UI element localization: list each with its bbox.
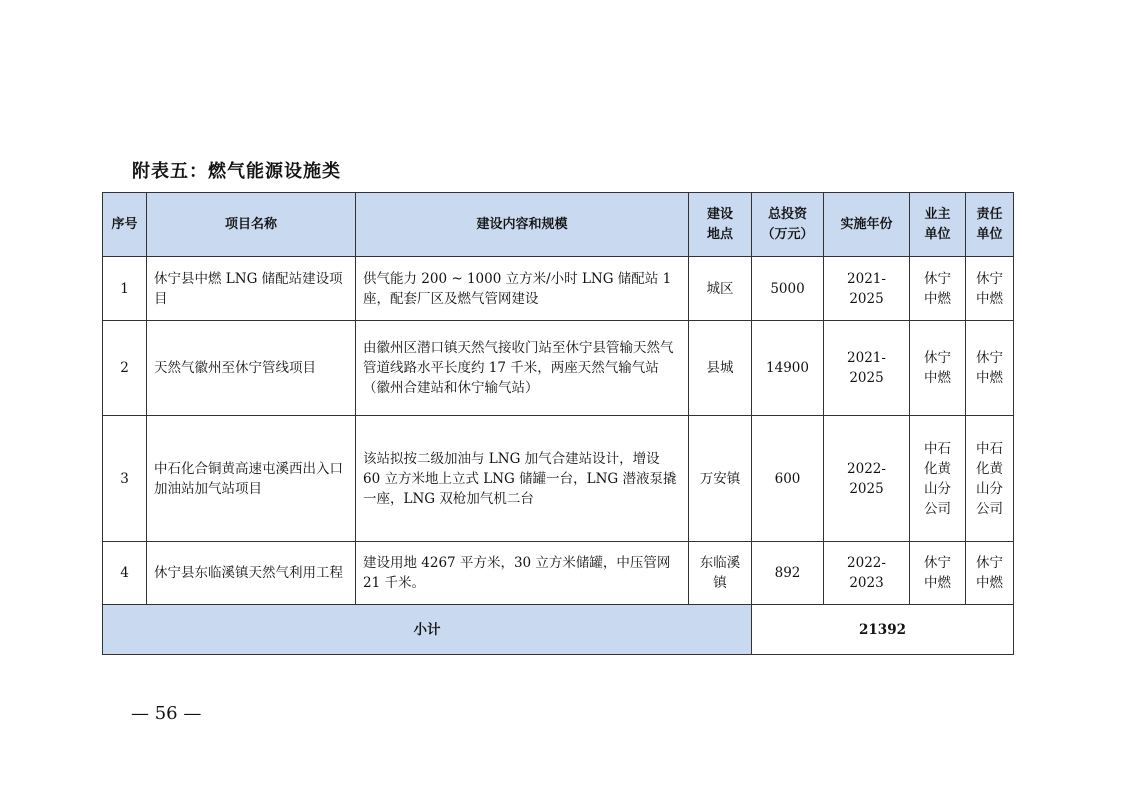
row-responsible-line: 化黄 (976, 460, 1003, 477)
row-owner-line: 休宁 (924, 270, 951, 287)
row-responsible-line: 休宁 (976, 270, 1003, 287)
header-location-line1: 建设 (706, 206, 733, 222)
row-responsible-line: 中石 (976, 440, 1003, 457)
row-content: 该站拟按二级加油与 LNG 加气合建站设计，增设 60 立方米地上立式 LNG 储罐一台，LNG 潜液泵撬一座，LNG 双枪加气机二台 (356, 416, 689, 542)
row-responsible (966, 542, 1014, 605)
row-years: 2022-2023 (824, 542, 910, 605)
row-responsible-line: 中燃 (976, 290, 1003, 307)
row-responsible (966, 257, 1014, 321)
row-responsible (966, 321, 1014, 416)
header-investment-line2: （万元） (761, 226, 814, 242)
page-title: 附表五：燃气能源设施类 (132, 161, 341, 182)
table-row (103, 321, 1014, 416)
row-name: 休宁县东临溪镇天然气利用工程 (147, 542, 356, 605)
row-location: 城区 (689, 257, 752, 321)
row-name: 休宁县中燃 LNG 储配站建设项目 (147, 257, 356, 321)
row-owner-line: 中燃 (924, 575, 951, 591)
row-responsible-line: 中燃 (976, 370, 1003, 386)
row-name: 中石化合铜黄高速屯溪西出入口加油站加气站项目 (147, 416, 356, 542)
row-owner-line: 山分 (924, 480, 951, 497)
row-no: 2 (103, 321, 147, 416)
project-table (102, 192, 1014, 655)
row-owner-line: 中燃 (924, 370, 951, 386)
header-location-line2: 地点 (706, 226, 733, 242)
subtotal-label: 小计 (103, 605, 752, 655)
row-responsible-line: 休宁 (976, 350, 1003, 366)
header-content: 建设内容和规模 (356, 193, 689, 257)
row-owner (910, 542, 966, 605)
header-row (103, 193, 1014, 257)
row-years: 2022-2025 (824, 416, 910, 542)
row-responsible-line: 中燃 (976, 575, 1003, 591)
row-investment: 5000 (752, 257, 824, 321)
header-responsible-line1: 责任 (976, 206, 1003, 222)
row-content: 供气能力 200 ~ 1000 立方米/小时 LNG 储配站 1 座，配套厂区及燃气管网建设 (356, 257, 689, 321)
table-row (103, 542, 1014, 605)
row-content: 由徽州区潜口镇天然气接收门站至休宁县管输天然气管道线路水平长度约 17 千米，两座天然气输气站（徽州合建站和休宁输气站） (356, 321, 689, 416)
row-years: 2021-2025 (824, 321, 910, 416)
subtotal-row (103, 605, 1014, 655)
row-owner-line: 中燃 (924, 290, 951, 307)
row-owner-line: 化黄 (924, 460, 951, 477)
header-no: 序号 (103, 193, 147, 257)
row-investment: 14900 (752, 321, 824, 416)
row-owner-line: 中石 (924, 440, 951, 457)
row-responsible-line: 公司 (976, 500, 1003, 517)
row-owner-line: 公司 (924, 500, 951, 517)
row-owner-line: 休宁 (924, 350, 951, 366)
row-owner (910, 321, 966, 416)
header-owner-line1: 业主 (924, 206, 951, 222)
row-responsible (966, 416, 1014, 542)
header-owner-line2: 单位 (924, 226, 951, 242)
row-owner-line: 休宁 (924, 555, 951, 571)
row-years: 2021-2025 (824, 257, 910, 321)
row-no: 3 (103, 416, 147, 542)
row-responsible-line: 休宁 (976, 555, 1003, 571)
header-responsible (966, 193, 1014, 257)
table-row (103, 416, 1014, 542)
page-number: — 56 — (131, 703, 202, 724)
header-investment-line1: 总投资 (767, 206, 807, 222)
row-name: 天然气徽州至休宁管线项目 (147, 321, 356, 416)
row-location: 县城 (689, 321, 752, 416)
row-no: 4 (103, 542, 147, 605)
header-owner (910, 193, 966, 257)
row-investment: 892 (752, 542, 824, 605)
row-owner (910, 257, 966, 321)
row-location: 东临溪镇 (689, 542, 752, 605)
header-name: 项目名称 (147, 193, 356, 257)
header-location (689, 193, 752, 257)
row-content: 建设用地 4267 平方米，30 立方米储罐，中压管网 21 千米。 (356, 542, 689, 605)
subtotal-value: 21392 (752, 605, 1014, 655)
header-investment (752, 193, 824, 257)
row-no: 1 (103, 257, 147, 321)
table-row (103, 257, 1014, 321)
row-location: 万安镇 (689, 416, 752, 542)
row-responsible-line: 山分 (976, 480, 1003, 497)
header-responsible-line2: 单位 (976, 226, 1003, 242)
header-years: 实施年份 (824, 193, 910, 257)
row-investment: 600 (752, 416, 824, 542)
row-owner (910, 416, 966, 542)
